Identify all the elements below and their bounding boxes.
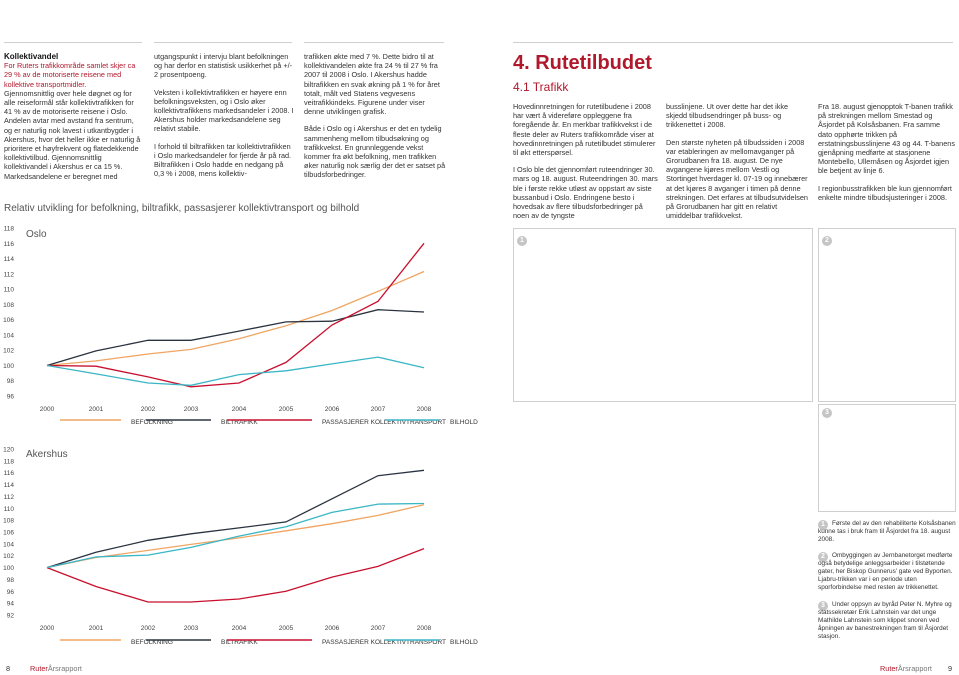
legend-label: BILHOLD bbox=[450, 639, 478, 646]
sidebar-subtitle: For Ruters trafikkområde samlet skjer ca 29 % av de motoriserte reisene med kollektive transportmidler. bbox=[4, 61, 136, 89]
brand-name: Ruter bbox=[880, 664, 898, 673]
legend-label: BEFOLKNING bbox=[131, 639, 173, 646]
y-tick-label: 108 bbox=[3, 301, 14, 309]
y-tick-label: 100 bbox=[3, 362, 14, 370]
x-tick-label: 2001 bbox=[88, 625, 104, 632]
legend-label: PASSASJERER KOLLEKTIVTRANSPORT bbox=[322, 639, 447, 646]
text-column-6 bbox=[818, 102, 956, 210]
paragraph: Både i Oslo og i Akershus er det en tydelig sammenheng mellom tilbudsøkning og trafikkvekst. En grunnleggende vekst kommer fra økt befolkning, men trafikken øker naturlig nok særlig der det er satset på tilbudsforbedringer. bbox=[304, 124, 446, 180]
photo-2 bbox=[818, 228, 956, 402]
caption-2: Ombyggingen av Jernbanetorget medførte også betydelige anleggsarbeider i tilstøtende gater, her Biskop Gunnerus' gate ved Byporten. Ljabru-trikken var i en periode uten sporforbindelse med resten av trikkenettet. bbox=[818, 552, 953, 591]
rule-right bbox=[513, 42, 953, 43]
series-line-befolkning bbox=[47, 272, 424, 366]
paragraph: Hovedinnretningen for rutetilbudene i 2008 har vært å videreføre oppleggene fra foregående år. En merkbar trafikkvekst i de fleste deler av Ruters trafikkområde viser at hovedinnretningen på rutetilbudet stimulerer til økt etterspørsel. bbox=[513, 102, 656, 158]
legend-label: BILTRAFIKK bbox=[221, 639, 258, 646]
series-line-biltrafikk bbox=[47, 310, 424, 366]
y-tick-label: 102 bbox=[3, 347, 14, 355]
paragraph: trafikken økte med 7 %. Dette bidro til at kollektivandelen økte fra 24 % til 27 % fra 2007 til 2008 i Oslo. I Akershus hadde biltrafikken en svak økning på 1 % for året totalt, målt ved Statens vegvesens veitrafikkindeks. Figurene under viser denne utviklingen grafisk. bbox=[304, 52, 440, 117]
y-tick-label: 110 bbox=[3, 505, 14, 513]
x-tick-label: 2003 bbox=[183, 625, 199, 632]
y-tick-label: 92 bbox=[6, 612, 14, 620]
y-tick-label: 116 bbox=[3, 240, 14, 248]
paragraph: I forhold til biltrafikken tar kollektivtrafikken i Oslo markedsandeler for fjerde år på rad. Biltrafikken i Oslo hadde en nedgang på 0,3 % i 2008, mens kollektiv- bbox=[154, 141, 292, 179]
legend-label: BILHOLD bbox=[450, 419, 478, 426]
x-tick-label: 2007 bbox=[370, 406, 386, 413]
x-tick-label: 2004 bbox=[231, 625, 247, 632]
paragraph: Fra 18. august gjenopptok T-banen trafikk på strekningen mellom Smestad og Åsjordet på Kolsåsbanen. Fra samme dato opphørte trikken på erstatningsbusslinjene 43 og 44. T-banens gjenåpning medførte at stasjonene Montebello, Ullernåsen og Åsjordet igjen ble betjent av linje 6. bbox=[818, 102, 955, 176]
y-tick-label: 106 bbox=[3, 317, 14, 325]
x-tick-label: 2000 bbox=[39, 625, 55, 632]
y-tick-label: 98 bbox=[6, 576, 14, 584]
paragraph: busslinjene. Ut over dette har det ikke skjedd tilbudsendringer på buss- og trikkenettet i 2008. bbox=[666, 102, 789, 130]
paragraph: I regionbusstrafikken ble kun gjennomført enkelte mindre tilbudsjusteringer i 2008. bbox=[818, 183, 952, 202]
page-number-right: 9 bbox=[948, 664, 953, 673]
legend-label: BEFOLKNING bbox=[131, 419, 173, 426]
y-tick-label: 114 bbox=[3, 482, 14, 490]
x-tick-label: 2005 bbox=[278, 625, 294, 632]
brand-name: Ruter bbox=[30, 664, 48, 673]
paragraph: I Oslo ble det gjennomført ruteendringer 30. mars og 18. august. Ruteendringen 30. mars ble i første rekke utløst av oppstart av siste bussanbud i Oslo. Endringene besto i hovedsak av flere tilbudsforbedringer på noen av de tyngste bbox=[513, 165, 658, 221]
y-tick-label: 108 bbox=[3, 517, 14, 525]
legend-label: PASSASJERER KOLLEKTIVTRANSPORT bbox=[322, 419, 447, 426]
caption-badge: 1 bbox=[818, 520, 828, 530]
photo-badge: 3 bbox=[822, 408, 832, 418]
y-tick-label: 98 bbox=[6, 378, 14, 386]
section-title: 4. Rutetilbudet bbox=[513, 52, 652, 74]
y-tick-label: 118 bbox=[3, 458, 14, 466]
paragraph: Veksten i kollektivtrafikken er høyere enn befolkningsveksten, og i Oslo øker kollektivtrafikkens markedsandeler i 2008. I Akershus holder markedsandelene seg relativt stabile. bbox=[154, 87, 294, 134]
text-column-4 bbox=[513, 102, 659, 228]
y-tick-label: 120 bbox=[3, 446, 14, 454]
y-tick-label: 112 bbox=[3, 271, 14, 279]
series-line-bilhold bbox=[47, 357, 424, 385]
sidebar-body: Gjennomsnittlig over hele døgnet og for alle reiseformål står kollektivtrafikken for 41 % av de motoriserte reisene i Oslo. Andelen avtar med avstand fra sentrum, og er naturlig nok lavest i utkantbygder i Akershus, hvor det heller ikke er naturlig å prioritere et høyfrekvent og flatedekkende kollektivtilbud. Gjennomsnittlig kollektivandel i Akershus er ca 15 %. Markedsandelene er beregnet med bbox=[4, 88, 141, 181]
y-tick-label: 96 bbox=[6, 393, 14, 401]
paragraph: utgangspunkt i intervju blant befolkningen og har derfor en statistisk usikkerhet på +/- 2 prosentpoeng. bbox=[154, 52, 293, 80]
y-tick-label: 118 bbox=[3, 225, 14, 233]
caption-badge: 3 bbox=[818, 601, 828, 611]
y-tick-label: 102 bbox=[3, 553, 14, 561]
y-tick-label: 106 bbox=[3, 529, 14, 537]
photo-badge: 2 bbox=[822, 236, 832, 246]
x-tick-label: 2000 bbox=[39, 406, 55, 413]
photo-badge: 1 bbox=[517, 236, 527, 246]
footer-brand-right bbox=[880, 664, 932, 673]
x-tick-label: 2001 bbox=[88, 406, 104, 413]
chart-title: Relativ utvikling for befolkning, biltrafikk, passasjerer kollektivtransport og bilhold bbox=[4, 203, 360, 214]
y-tick-label: 104 bbox=[3, 541, 14, 549]
y-tick-label: 112 bbox=[3, 493, 14, 501]
paragraph: Den største nyheten på tilbudssiden i 2008 var etableringen av mellomavganger på Grorudbanen fra 18. august. De nye avgangene kjøres mellom Vestli og Stortinget hverdager kl. 07-19 og innebærer at det kjøres 8 avganger i timen på denne strekningen. Det erfares at tilbudsutvidelsen på Grorudbanen har gitt en relativt umiddelbar trafikkvekst. bbox=[666, 137, 808, 221]
photo-1 bbox=[513, 228, 813, 402]
x-tick-label: 2005 bbox=[278, 406, 294, 413]
y-tick-label: 104 bbox=[3, 332, 14, 340]
photo-3 bbox=[818, 404, 956, 512]
x-tick-label: 2006 bbox=[324, 625, 340, 632]
caption-1: Første del av den rehabiliterte Kolsåsbanen kunne tas i bruk fram til Åsjordet fra 18. august 2008. bbox=[818, 520, 956, 543]
x-tick-label: 2008 bbox=[416, 406, 432, 413]
caption-badge: 2 bbox=[818, 552, 828, 562]
y-tick-label: 100 bbox=[3, 565, 14, 573]
x-tick-label: 2002 bbox=[140, 625, 156, 632]
y-tick-label: 96 bbox=[6, 588, 14, 596]
x-tick-label: 2003 bbox=[183, 406, 199, 413]
x-tick-label: 2002 bbox=[140, 406, 156, 413]
y-tick-label: 114 bbox=[3, 256, 14, 264]
x-tick-label: 2004 bbox=[231, 406, 247, 413]
caption-3: Under oppsyn av byråd Peter N. Myhre og statssekretær Erik Lahnstein var det unge Mathilde Lahnstein som klippet snoren ved åpningen av banestrekningen fram til Åsjordet stasjon. bbox=[818, 601, 952, 640]
legend-label: BILTRAFIKK bbox=[221, 419, 258, 426]
brand-report: Årsrapport bbox=[47, 664, 82, 673]
chart-panel-title: Akershus bbox=[26, 449, 68, 460]
sidebar-title: Kollektivandel bbox=[4, 52, 59, 61]
page-number-left: 8 bbox=[6, 664, 11, 673]
text-column-5 bbox=[666, 102, 810, 228]
series-line-befolkning bbox=[47, 505, 424, 568]
x-tick-label: 2007 bbox=[370, 625, 386, 632]
y-tick-label: 110 bbox=[3, 286, 14, 294]
section-subtitle: 4.1 Trafikk bbox=[513, 80, 569, 94]
brand-report: Årsrapport bbox=[897, 664, 932, 673]
series-line-passasjerer-kollektivtransport bbox=[47, 243, 424, 386]
series-line-biltrafikk bbox=[47, 470, 424, 567]
series-line-bilhold bbox=[47, 504, 424, 568]
x-tick-label: 2008 bbox=[416, 625, 432, 632]
y-tick-label: 94 bbox=[6, 600, 14, 608]
footer-brand-left bbox=[30, 664, 82, 673]
y-tick-label: 116 bbox=[3, 470, 14, 478]
chart-panel-title: Oslo bbox=[26, 229, 47, 240]
x-tick-label: 2006 bbox=[324, 406, 340, 413]
